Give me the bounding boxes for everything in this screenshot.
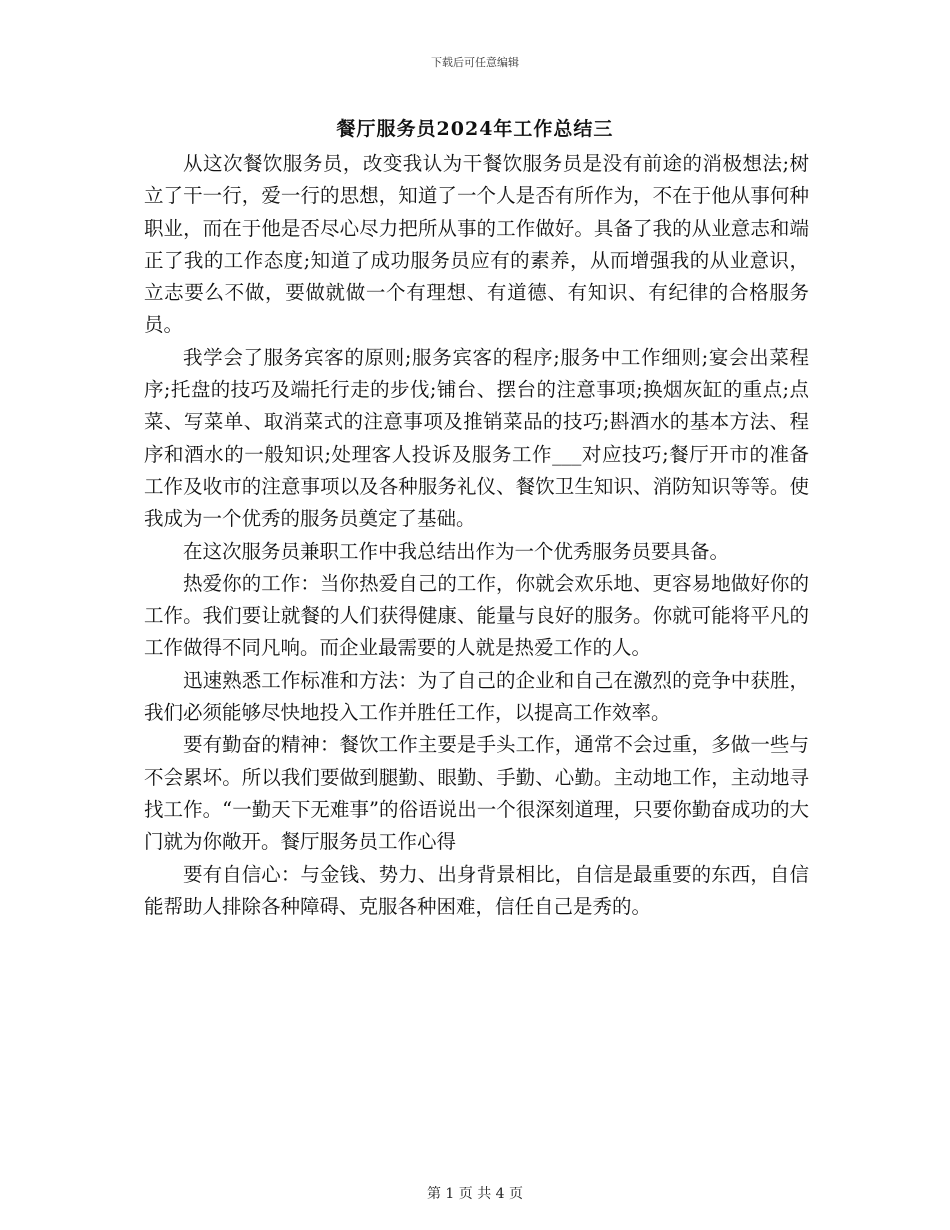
document-body: [144, 148, 809, 923]
paragraph: 要有勤奋的精神：餐饮工作主要是手头工作，通常不会过重，多做一些与不会累坏。所以我们要做到腿勤、眼勤、手勤、心勤。主动地工作，主动地寻找工作。“一勤天下无难事”的俗语说出一个很深刻道理，只要你勤奋成功的大门就为你敞开。餐厅服务员工作心得: [144, 733, 809, 854]
paragraph: 热爱你的工作：当你热爱自己的工作，你就会欢乐地、更容易地做好你的工作。我们要让就餐的人们获得健康、能量与良好的服务。你就可能将平凡的工作做得不同凡响。而企业最需要的人就是热爱工作的人。: [144, 571, 809, 660]
paragraph: 在这次服务员兼职工作中我总结出作为一个优秀服务员要具备。: [183, 539, 730, 563]
paragraph: 迅速熟悉工作标准和方法：为了自己的企业和自己在激烈的竞争中获胜，我们必须能够尽快地投入工作并胜任工作，以提高工作效率。: [144, 668, 809, 725]
header-note: 下载后可任意编辑: [431, 56, 519, 69]
paragraph: 要有自信心：与金钱、势力、出身背景相比，自信是最重要的东西，自信能帮助人排除各种障碍、克服各种困难，信任自己是秀的。: [144, 862, 809, 918]
paragraph: 我学会了服务宾客的原则;服务宾客的程序;服务中工作细则;宴会出菜程序;托盘的技巧及端托行走的步伐;铺台、摆台的注意事项;换烟灰缸的重点;点菜、写菜单、取消菜式的注意事项及推销菜品的技巧;斟酒水的基本方法、程序和酒水的一般知识;处理客人投诉及服务工作___对应技巧;餐厅开市的准备工作及收市的注意事项以及各种服务礼仪、餐饮卫生知识、消防知识等等。使我成为一个优秀的服务员奠定了基础。: [144, 345, 809, 531]
page-footer: 第 1 页 共 4 页: [426, 1186, 524, 1202]
paragraph: 从这次餐饮服务员，改变我认为干餐饮服务员是没有前途的消极想法;树立了干一行，爱一行的思想，知道了一个人是否有所作为，不在于他从事何种职业，而在于他是否尽心尽力把所从事的工作做好。具备了我的从业意志和端正了我的工作态度;知道了成功服务员应有的素养，从而增强我的从业意识，立志要么不做，要做就做一个有理想、有道德、有知识、有纪律的合格服务员。: [144, 152, 809, 337]
page-title: 餐厅服务员2024年工作总结三: [336, 118, 614, 140]
